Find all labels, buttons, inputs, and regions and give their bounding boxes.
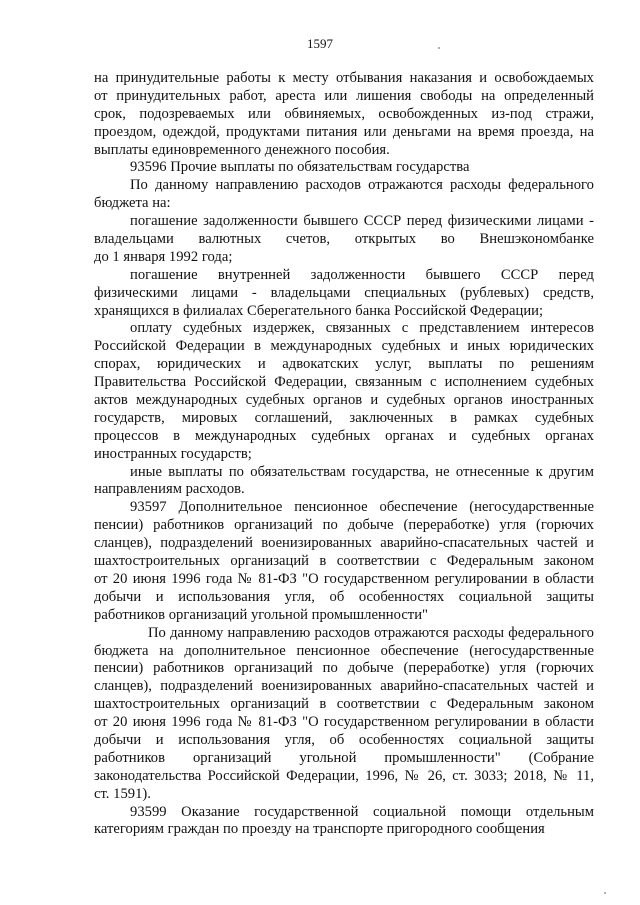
- text-line: владельцами валютных счетов, открытых во Внешэкономбанке: [94, 231, 594, 248]
- text-line: от 20 июня 1996 года № 81-ФЗ "О государственном регулировании в области: [94, 714, 594, 731]
- text-line: выплаты единовременного денежного пособия.: [94, 141, 390, 158]
- scan-speck: [604, 892, 606, 894]
- text-line: хранящихся в филиалах Сберегательного банка Российской Федерации;: [94, 302, 544, 319]
- text-line: пенсии) работников организаций по добыче (переработке) угля (горючих: [94, 517, 594, 534]
- text-line: Российской Федерации в международных судебных и иных юридических: [94, 338, 594, 355]
- text-line: от 20 июня 1996 года № 81-ФЗ "О государственном регулировании в области: [94, 570, 594, 587]
- text-line: оплату судебных издержек, связанных с представлением интересов: [130, 320, 594, 337]
- text-line: законодательства Российской Федерации, 1996, № 26, ст. 3033; 2018, № 11,: [94, 767, 594, 784]
- text-line: погашение задолженности бывшего СССР перед физическими лицами -: [130, 213, 594, 230]
- text-line: пенсии) работников организаций по добыче (переработке) угля (горючих: [94, 660, 594, 677]
- text-line: По данному направлению расходов отражаются расходы федерального: [130, 177, 594, 194]
- page-number: 1597: [307, 36, 333, 51]
- text-line: добычи и использования угля, об особенностях социальной защиты: [94, 731, 594, 748]
- text-line: погашение внутренней задолженности бывшего СССР перед: [130, 266, 594, 283]
- text-line: проездом, одеждой, продуктами питания или деньгами на время проезда, на: [94, 123, 594, 140]
- text-line: По данному направлению расходов отражаются расходы федерального: [148, 624, 594, 641]
- text-line: ст. 1591).: [94, 785, 151, 802]
- text-line: категориям граждан по проезду на транспорте пригородного сообщения: [94, 821, 545, 838]
- text-line: актов международных судебных органов и судебных органов иностранных: [94, 392, 594, 409]
- text-line: шахтостроительных организаций в соответствии с Федеральным законом: [94, 696, 594, 713]
- text-line: бюджета на:: [94, 195, 171, 212]
- text-line: иностранных государств;: [94, 445, 252, 462]
- text-line: процессов в международных судебных органах и судебных органах: [94, 427, 594, 444]
- text-line: сланцев), подразделений военизированных аварийно-спасательных частей и: [94, 678, 594, 695]
- text-line: от принудительных работ, ареста или лишения свободы на определенный: [94, 87, 594, 104]
- text-line: спорах, юридических и адвокатских услуг, выплаты по решениям: [94, 356, 594, 373]
- text-line: сланцев), подразделений военизированных аварийно-спасательных частей и: [94, 535, 594, 552]
- text-line: бюджета на дополнительное пенсионное обеспечение (негосударственные: [94, 642, 594, 659]
- text-line: 93596 Прочие выплаты по обязательствам государства: [130, 159, 470, 176]
- text-line: государств, мировых соглашений, заключенных в рамках судебных: [94, 409, 594, 426]
- text-line: срок, подозреваемых или обвиняемых, освобожденных из-под стражи,: [94, 105, 594, 122]
- text-line: на принудительные работы к месту отбывания наказания и освобождаемых: [94, 70, 594, 86]
- text-line: физическими лицами - владельцами специальных (рублевых) средств,: [94, 284, 594, 301]
- text-line: добычи и использования угля, об особенностях социальной защиты: [94, 588, 594, 605]
- text-line: 93599 Оказание государственной социальной помощи отдельным: [130, 803, 594, 820]
- text-line: шахтостроительных организаций в соответствии с Федеральным законом: [94, 553, 594, 570]
- text-line: работников организаций угольной промышленности" (Собрание: [94, 749, 594, 766]
- text-line: до 1 января 1992 года;: [94, 248, 233, 265]
- text-line: Правительства Российской Федерации, связанным с исполнением судебных: [94, 374, 594, 391]
- text-line: направлениям расходов.: [94, 481, 245, 498]
- document-body: [94, 70, 594, 839]
- scan-speck: [438, 47, 440, 49]
- text-line: иные выплаты по обязательствам государства, не отнесенные к другим: [130, 463, 594, 480]
- text-line: 93597 Дополнительное пенсионное обеспечение (негосударственные: [130, 499, 594, 516]
- text-line: работников организаций угольной промышленности": [94, 606, 429, 623]
